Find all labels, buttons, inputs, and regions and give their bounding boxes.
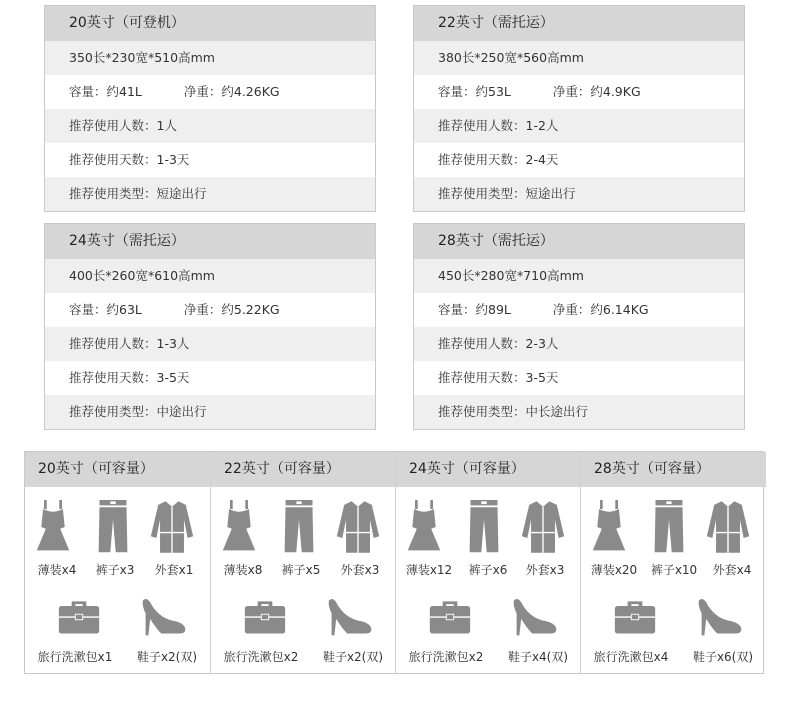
shoes-count: 鞋子x6(双) bbox=[692, 650, 754, 664]
light-clothes-count: 薄装x20 bbox=[590, 563, 638, 577]
capacity-title: 20英寸（可容量） bbox=[25, 452, 210, 487]
spec-weight: 净重：约6.14KG bbox=[552, 302, 649, 317]
shoes-count: 鞋子x2(双) bbox=[136, 650, 198, 664]
spec-weight: 净重：约4.26KG bbox=[183, 84, 280, 99]
spec-capacity-weight bbox=[414, 293, 744, 327]
coat-icon bbox=[149, 498, 195, 556]
coat-icon bbox=[520, 498, 566, 556]
spec-dimensions: 450长*280宽*710高mm bbox=[414, 259, 744, 293]
dress-icon bbox=[591, 498, 627, 556]
toiletry-bag-icon bbox=[243, 598, 287, 636]
light-clothes-count: 薄装x4 bbox=[37, 563, 77, 577]
coat-count: 外套x4 bbox=[712, 563, 752, 577]
spec-type: 推荐使用类型：短途出行 bbox=[414, 177, 744, 211]
dress-icon bbox=[221, 498, 257, 556]
capacity-title: 22英寸（可容量） bbox=[211, 452, 396, 487]
spec-persons: 推荐使用人数：2-3人 bbox=[414, 327, 744, 361]
high-heel-icon bbox=[141, 596, 187, 638]
pants-icon bbox=[651, 498, 687, 556]
toiletry-bag-count: 旅行洗漱包x2 bbox=[408, 650, 484, 664]
spec-table-24 bbox=[44, 223, 376, 430]
capacity-col-20 bbox=[25, 452, 210, 673]
spec-capacity-weight bbox=[45, 293, 375, 327]
pants-icon bbox=[281, 498, 317, 556]
spec-weight: 净重：约5.22KG bbox=[183, 302, 280, 317]
pants-count: 裤子x10 bbox=[650, 563, 698, 577]
spec-days: 推荐使用天数：1-3天 bbox=[69, 152, 190, 167]
spec-title: 24英寸（需托运） bbox=[45, 224, 375, 259]
pants-icon bbox=[95, 498, 131, 556]
capacity-table bbox=[24, 451, 764, 674]
spec-capacity: 容量：约41L bbox=[69, 84, 142, 99]
spec-table-22 bbox=[413, 5, 745, 212]
spec-capacity-weight bbox=[414, 75, 744, 109]
spec-days: 推荐使用天数：3-5天 bbox=[69, 370, 190, 385]
shoes-count: 鞋子x2(双) bbox=[322, 650, 384, 664]
high-heel-icon bbox=[512, 596, 558, 638]
spec-dimensions: 380长*250宽*560高mm bbox=[414, 41, 744, 75]
light-clothes-count: 薄装x12 bbox=[405, 563, 453, 577]
spec-capacity: 容量：约63L bbox=[69, 302, 142, 317]
coat-count: 外套x3 bbox=[340, 563, 380, 577]
spec-type: 推荐使用类型：短途出行 bbox=[45, 177, 375, 211]
toiletry-bag-icon bbox=[57, 598, 101, 636]
coat-count: 外套x3 bbox=[525, 563, 565, 577]
spec-days: 推荐使用天数：3-5天 bbox=[438, 370, 559, 385]
shoes-count: 鞋子x4(双) bbox=[507, 650, 569, 664]
spec-title: 20英寸（可登机） bbox=[45, 6, 375, 41]
spec-table-20 bbox=[44, 5, 376, 212]
spec-persons: 推荐使用人数：1-2人 bbox=[414, 109, 744, 143]
coat-icon bbox=[705, 498, 751, 556]
spec-capacity-weight bbox=[45, 75, 375, 109]
spec-weight: 净重：约4.9KG bbox=[552, 84, 641, 99]
spec-persons: 推荐使用人数：1人 bbox=[45, 109, 375, 143]
spec-capacity: 容量：约89L bbox=[438, 302, 511, 317]
capacity-col-22 bbox=[210, 452, 396, 673]
spec-type: 推荐使用类型：中途出行 bbox=[45, 395, 375, 429]
dress-icon bbox=[35, 498, 71, 556]
light-clothes-count: 薄装x8 bbox=[223, 563, 263, 577]
spec-type: 推荐使用类型：中长途出行 bbox=[414, 395, 744, 429]
spec-dimensions: 400长*260宽*610高mm bbox=[45, 259, 375, 293]
toiletry-bag-count: 旅行洗漱包x4 bbox=[593, 650, 669, 664]
pants-count: 裤子x5 bbox=[281, 563, 321, 577]
toiletry-bag-icon bbox=[428, 598, 472, 636]
dress-icon bbox=[406, 498, 442, 556]
coat-count: 外套x1 bbox=[154, 563, 194, 577]
toiletry-bag-count: 旅行洗漱包x1 bbox=[37, 650, 113, 664]
pants-count: 裤子x3 bbox=[95, 563, 135, 577]
capacity-col-28 bbox=[580, 452, 766, 673]
capacity-title: 28英寸（可容量） bbox=[581, 452, 766, 487]
capacity-title: 24英寸（可容量） bbox=[396, 452, 581, 487]
spec-table-28 bbox=[413, 223, 745, 430]
coat-icon bbox=[335, 498, 381, 556]
toiletry-bag-icon bbox=[613, 598, 657, 636]
high-heel-icon bbox=[697, 596, 743, 638]
spec-title: 28英寸（需托运） bbox=[414, 224, 744, 259]
spec-dimensions: 350长*230宽*510高mm bbox=[45, 41, 375, 75]
spec-days: 推荐使用天数：2-4天 bbox=[438, 152, 559, 167]
spec-capacity: 容量：约53L bbox=[438, 84, 511, 99]
spec-persons: 推荐使用人数：1-3人 bbox=[45, 327, 375, 361]
pants-icon bbox=[466, 498, 502, 556]
pants-count: 裤子x6 bbox=[468, 563, 508, 577]
spec-title: 22英寸（需托运） bbox=[414, 6, 744, 41]
toiletry-bag-count: 旅行洗漱包x2 bbox=[223, 650, 299, 664]
high-heel-icon bbox=[327, 596, 373, 638]
capacity-col-24 bbox=[395, 452, 581, 673]
